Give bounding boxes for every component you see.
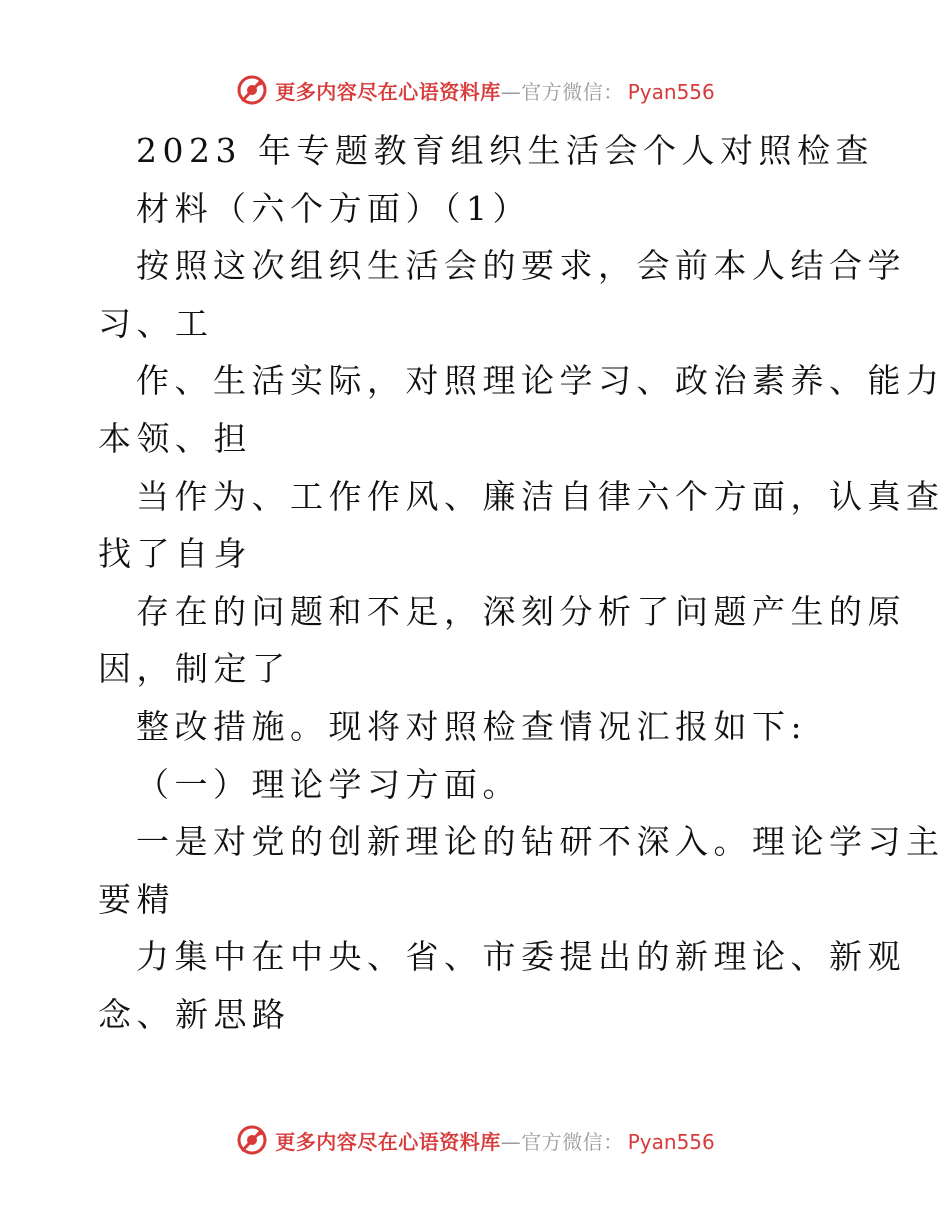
logo-icon <box>235 1123 269 1157</box>
watermark-text <box>275 1126 715 1155</box>
document-line: 整改措施。现将对照检查情况汇报如下: <box>136 706 808 746</box>
watermark-wechat-id: Pyan556 <box>627 79 715 104</box>
document-line: 念、新思路 <box>98 994 291 1034</box>
document-line: 按照这次组织生活会的要求，会前本人结合学 <box>136 246 906 286</box>
document-line: 一是对党的创新理论的钻研不深入。理论学习主 <box>136 822 945 862</box>
document-line: 要精 <box>98 879 175 919</box>
watermark-wechat-label: —官方微信： <box>500 1129 624 1154</box>
document-line: 当作为、工作作风、廉洁自律六个方面，认真查 <box>136 476 945 516</box>
document-line: 找了自身 <box>98 534 252 574</box>
document-line: 习、工 <box>98 303 214 343</box>
document-line: 存在的问题和不足，深刻分析了问题产生的原 <box>136 591 906 631</box>
document-line: 材料（六个方面）（1） <box>136 188 531 228</box>
document-line: 2023 年专题教育组织生活会个人对照检查 <box>136 131 874 170</box>
header-watermark <box>0 70 950 110</box>
watermark-wechat-id: Pyan556 <box>627 1129 715 1154</box>
watermark-wechat-label: —官方微信： <box>500 79 624 104</box>
document-line: 力集中在中央、省、市委提出的新理论、新观 <box>136 937 906 977</box>
document-body <box>98 122 945 1044</box>
document-line: 因，制定了 <box>98 649 291 689</box>
watermark-slogan: 更多内容尽在心语资料库 <box>275 1129 501 1154</box>
document-line: （一）理论学习方面。 <box>136 764 521 804</box>
watermark-text <box>275 76 715 105</box>
watermark-slogan: 更多内容尽在心语资料库 <box>275 79 501 104</box>
document-line: 本领、担 <box>98 418 252 458</box>
document-line: 作、生活实际，对照理论学习、政治素养、能力 <box>136 361 945 401</box>
logo-icon <box>235 73 269 107</box>
footer-watermark <box>0 1120 950 1160</box>
